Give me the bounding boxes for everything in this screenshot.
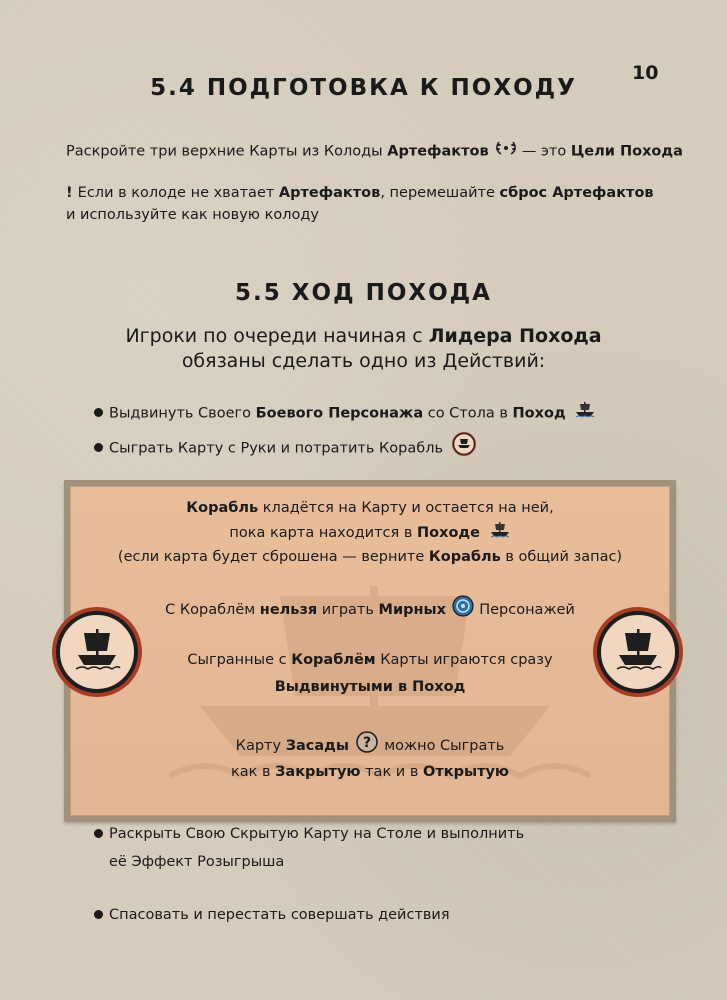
turn-intro: Игроки по очереди начиная с Лидера Похода обязаны сделать одно из Действий: xyxy=(125,325,602,372)
peaceful-icon xyxy=(452,595,474,625)
ship-rule-placement: Корабль кладётся на Карту и остается на ней, пока карта находится в Походе (если карта будет сброшена — верните Корабль в общий запас) xyxy=(117,500,623,565)
laurel-icon xyxy=(495,140,517,163)
ambush-question-icon xyxy=(356,731,378,761)
ship-icon xyxy=(574,400,596,427)
ship-rule-advanced: Сыгранные с Кораблём Карты играются сразу Выдвинутыми в Поход xyxy=(187,652,553,695)
artifacts-line: Раскройте три верхние Карты из Колоды Артефактов — это Цели Похода xyxy=(66,140,683,163)
action-advance-character: Выдвинуть Своего Боевого Персонажа со Стола в Поход xyxy=(94,400,596,427)
deck-shortage-line-2: и используйте как новую колоду xyxy=(66,207,319,223)
svg-text:?: ? xyxy=(362,735,371,751)
bullet-dot xyxy=(94,829,103,838)
ship-rule-peaceful: С Кораблём нельзя играть Мирных Персонажей xyxy=(64,595,676,625)
ship-icon xyxy=(489,520,511,546)
action-reveal-card: Раскрыть Свою Скрытую Карту на Столе и выполнить её Эффект Розыгрыша xyxy=(94,821,524,875)
bullet-dot xyxy=(94,408,103,417)
section-title-5-5: 5.5 ХОД ПОХОДА xyxy=(235,280,492,306)
bullet-dot xyxy=(94,443,103,452)
ship-token-icon xyxy=(452,432,476,465)
page-number: 10 xyxy=(632,62,659,84)
deck-shortage-line: ! Если в колоде не хватает Артефактов, перемешайте сброс Артефактов xyxy=(66,185,654,201)
ship-rule-ambush: Карту Засады ? можно Сыграть как в Закрытую так и в Открытую xyxy=(64,731,676,784)
action-pass: Спасовать и перестать совершать действия xyxy=(94,902,450,928)
section-title-5-4: 5.4 ПОДГОТОВКА К ПОХОДУ xyxy=(150,75,577,101)
action-play-card: Сыграть Карту с Руки и потратить Корабль xyxy=(94,432,476,465)
bullet-dot xyxy=(94,910,103,919)
